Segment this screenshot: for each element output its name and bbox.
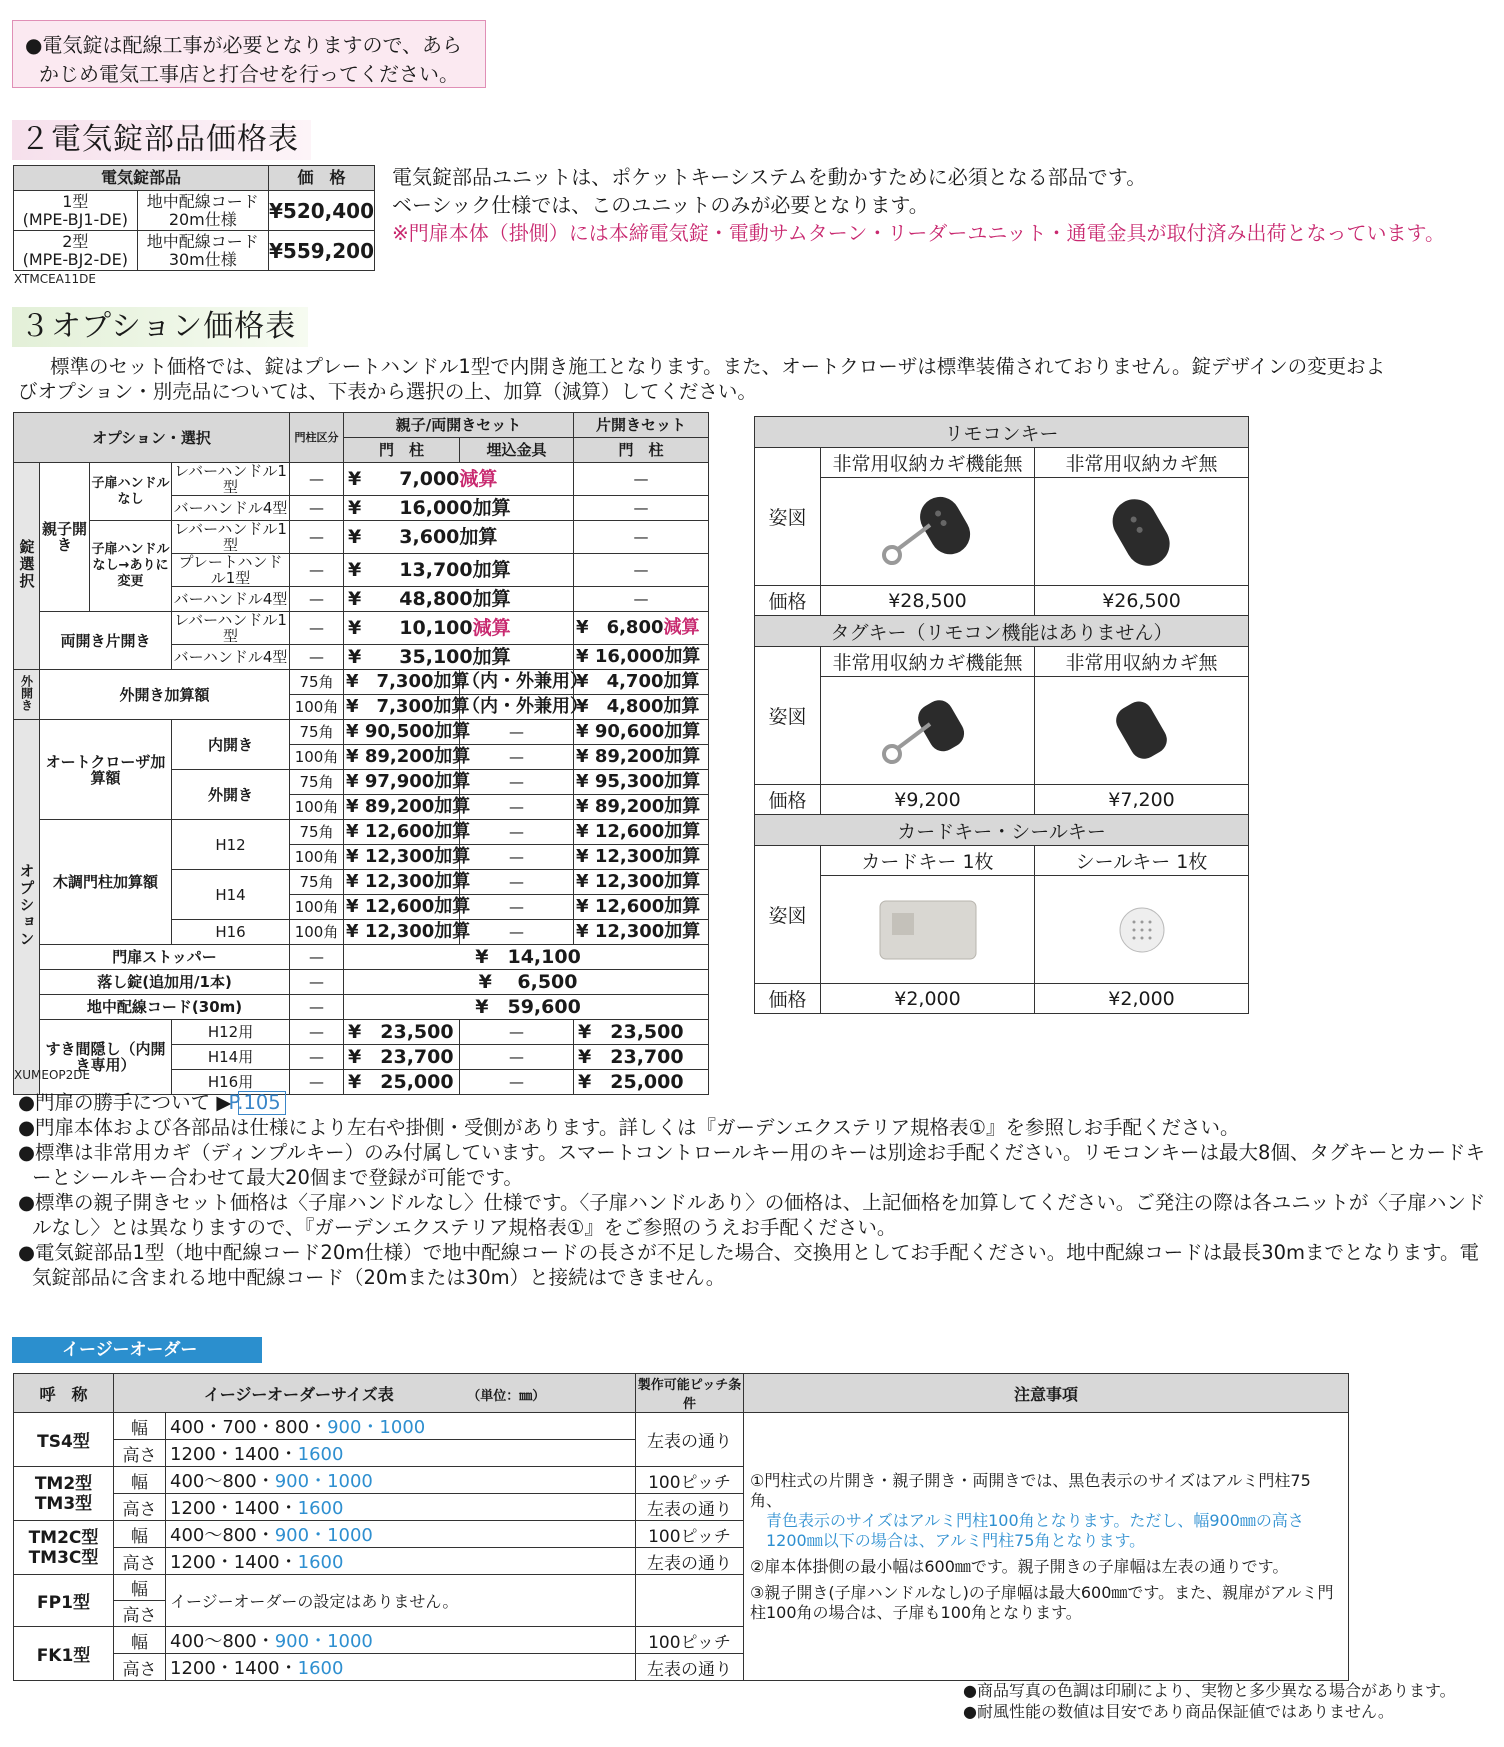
height-label: 高さ <box>114 1601 166 1627</box>
easy-note-1b: 青色表示のサイズはアルミ門柱100角となります。ただし、幅900㎜の高さ1200㎜以下の場合は、アルミ門柱75角となります。 <box>766 1510 1304 1550</box>
pillar-75: 75角 <box>290 770 344 795</box>
price-lock-3: ¥ 3,600加算 <box>344 521 574 554</box>
embed-dash: — <box>460 1045 574 1070</box>
oyako-label: 親子開き <box>40 463 90 612</box>
embed-dash: — <box>460 770 574 795</box>
easy-notes <box>744 1413 1349 1681</box>
intro-line-1: 標準のセット価格では、錠はプレートハンドル1型で内開き施工となります。また、オートクローザは標準装備されておりません。錠デザインの変更およ <box>50 355 1386 378</box>
group-out-open: 外開き <box>14 670 40 720</box>
tmc-width: 400～800・900・1000 <box>166 1521 636 1548</box>
note-5: ●電気錠部品1型（地中配線コード20m仕様）で地中配線コードの長さが不足した場合、交換用としてお手配ください。地中配線コードは最長30mまでとなります。電気錠部品に含まれる地中配線コード（20mまたは30m）と接続はできません。 <box>18 1241 1479 1289</box>
handle-lever1-c: レバーハンドル1型 <box>172 612 290 645</box>
footer-note-1: ●商品写真の色調は印刷により、実物と多少異なる場合があります。 <box>963 1681 1456 1700</box>
pillar-75: 75角 <box>290 720 344 745</box>
remote-col-a: 非常用収納カギ機能無 <box>821 448 1035 478</box>
auto-kata-3: ¥ 95,300加算 <box>574 770 709 795</box>
kata-lock-5: — <box>574 587 709 612</box>
tm-pitch-w: 100ピッチ <box>636 1467 744 1494</box>
handle-bar4-b: バーハンドル4型 <box>172 587 290 612</box>
kubun-dash: — <box>290 496 344 521</box>
notice-line-2: かじめ電気工事店と打合せを行ってください。 <box>39 62 459 86</box>
note-3: ●標準は非常用カギ（ディンプルキー）のみ付属しています。スマートコントロールキー用のキーは別途お手配ください。リモコンキーは最大8個、タグキーとカードキーとシールキー合わせて最大20個まで登録が可能です。 <box>18 1141 1485 1189</box>
embed-dash: — <box>460 845 574 870</box>
sukima-price-1: ¥ 23,500 <box>344 1020 460 1045</box>
option-price-table <box>13 412 709 1095</box>
part-cord-1: 地中配線コード 20m仕様 <box>137 191 268 231</box>
ts4-pitch: 左表の通り <box>636 1413 744 1467</box>
kubun-dash: — <box>290 645 344 670</box>
auto-inner: 内開き <box>172 720 290 770</box>
width-label: 幅 <box>114 1413 166 1440</box>
header-option: オプション・選択 <box>14 413 290 463</box>
kubun-dash: — <box>290 463 344 496</box>
kubun-dash: — <box>290 1020 344 1045</box>
section-2-title: ２電気錠部品価格表 <box>12 120 311 160</box>
sukima-h12: H12用 <box>172 1020 290 1045</box>
width-label: 幅 <box>114 1521 166 1548</box>
tag-price-a: ¥9,200 <box>821 785 1035 815</box>
card-price-b: ¥2,000 <box>1035 984 1249 1014</box>
remote-key-image <box>1035 478 1249 586</box>
card-col-a: カードキー 1枚 <box>821 846 1035 876</box>
header-pillar: 門 柱 <box>344 438 460 463</box>
desc-line-1: 電気錠部品ユニットは、ポケットキーシステムを動かすために必須となる部品です。 <box>392 165 1147 189</box>
auto-price-1: ¥ 90,500加算 <box>344 720 460 745</box>
tmc-height: 1200・1400・1600 <box>166 1548 636 1575</box>
wood-price-2: ¥ 12,300加算 <box>344 845 460 870</box>
height-label: 高さ <box>114 1654 166 1681</box>
auto-price-2: ¥ 89,200加算 <box>344 745 460 770</box>
note-4: ●標準の親子開きセット価格は〈子扉ハンドルなし〉仕様です。〈子扉ハンドルあり〉の価格は、上記価格を加算してください。ご発注の際は各ユニットが〈子扉ハンドルなし〉とは異なりますので、『ガーデンエクステリア規格表①』をご参照のうえお手配ください。 <box>18 1191 1486 1239</box>
kubun-dash: — <box>290 1045 344 1070</box>
note-2: ●門扉本体および各部品は仕様により左右や掛側・受側があります。詳しくは『ガーデンエクステリア規格表①』を参照しお手配ください。 <box>18 1116 1240 1139</box>
sukima-kata-3: ¥ 25,000 <box>574 1070 709 1095</box>
embed-dash: — <box>460 870 574 895</box>
kata-lock-2: — <box>574 496 709 521</box>
kata-lock-1: — <box>574 463 709 496</box>
card-col-b: シールキー 1枚 <box>1035 846 1249 876</box>
kubun-dash: — <box>290 612 344 645</box>
pillar-100: 100角 <box>290 845 344 870</box>
tag-price-b: ¥7,200 <box>1035 785 1249 815</box>
remote-price-b: ¥26,500 <box>1035 586 1249 616</box>
width-label: 幅 <box>114 1467 166 1494</box>
easy-header-notes: 注意事項 <box>744 1374 1349 1413</box>
wood-kata-1: ¥ 12,600加算 <box>574 820 709 845</box>
tmc-pitch-h: 左表の通り <box>636 1548 744 1575</box>
out-add-label: 外開き加算額 <box>40 670 290 720</box>
remote-key-header: リモコンキー <box>755 417 1249 448</box>
height-label: 高さ <box>114 1494 166 1521</box>
fk1-height: 1200・1400・1600 <box>166 1654 636 1681</box>
easy-order-tag: イージーオーダー <box>12 1337 262 1363</box>
figure-label: 姿図 <box>755 846 821 984</box>
section-3-title: ３オプション価格表 <box>12 307 308 347</box>
handle-lever1-b: レバーハンドル1型 <box>172 521 290 554</box>
embed-dash: — <box>460 1020 574 1045</box>
price-label: 価格 <box>755 586 821 616</box>
desc-note: ※門扉本体（掛側）には本締電気錠・電動サムターン・リーダーユニット・通電金具が取付済み出荷となっています。 <box>392 221 1445 245</box>
handle-lever1-a: レバーハンドル1型 <box>172 463 290 496</box>
ts4-height: 1200・1400・1600 <box>166 1440 636 1467</box>
remote-col-b: 非常用収納カギ無 <box>1035 448 1249 478</box>
pillar-75: 75角 <box>290 820 344 845</box>
out-price-75: ¥ 7,300加算 <box>344 670 460 695</box>
sukima-label: すき間隠し（内開き専用） <box>40 1020 172 1095</box>
model-tm: TM2型 TM3型 <box>14 1467 114 1521</box>
kata-lock-7: ¥ 16,000加算 <box>574 645 709 670</box>
pillar-75: 75角 <box>290 670 344 695</box>
lock-parts-table <box>13 165 375 271</box>
kubun-dash: — <box>290 587 344 612</box>
pillar-100: 100角 <box>290 895 344 920</box>
sukima-price-2: ¥ 23,700 <box>344 1045 460 1070</box>
wood-price-4: ¥ 12,600加算 <box>344 895 460 920</box>
kubun-dash: — <box>290 970 344 995</box>
fp1-none: イージーオーダーの設定はありません。 <box>166 1575 636 1627</box>
auto-price-4: ¥ 89,200加算 <box>344 795 460 820</box>
tag-key-image <box>1035 677 1249 785</box>
card-price-a: ¥2,000 <box>821 984 1035 1014</box>
easy-header-size: イージーオーダーサイズ表 （単位：㎜） <box>114 1374 636 1413</box>
model-tmc: TM2C型 TM3C型 <box>14 1521 114 1575</box>
wood-price-5: ¥ 12,300加算 <box>344 920 460 945</box>
figure-label: 姿図 <box>755 448 821 586</box>
height-label: 高さ <box>114 1440 166 1467</box>
wood-kata-2: ¥ 12,300加算 <box>574 845 709 870</box>
kubun-dash: — <box>290 945 344 970</box>
desc-line-2: ベーシック仕様では、このユニットのみが必要となります。 <box>392 193 929 217</box>
fk1-pitch-h: 左表の通り <box>636 1654 744 1681</box>
auto-kata-2: ¥ 89,200加算 <box>574 745 709 770</box>
embed-dash: — <box>460 895 574 920</box>
price-lock-2: ¥ 16,000加算 <box>344 496 574 521</box>
pillar-100: 100角 <box>290 795 344 820</box>
wood-h14: H14 <box>172 870 290 920</box>
fk1-width: 400～800・900・1000 <box>166 1627 636 1654</box>
header-kata-set: 片開きセット <box>574 413 709 438</box>
section-3-intro <box>18 354 1386 404</box>
keys-table <box>754 416 1249 1014</box>
tm-width: 400～800・900・1000 <box>166 1467 636 1494</box>
part-model-2: 2型 (MPE-BJ2-DE) <box>14 231 138 271</box>
kubun-dash: — <box>290 554 344 587</box>
height-label: 高さ <box>114 1548 166 1575</box>
easy-note-2: ②扉本体掛側の最小幅は600㎜です。親子開きの子扉幅は左表の通りです。 <box>750 1556 1289 1576</box>
tm-pitch-h: 左表の通り <box>636 1494 744 1521</box>
sukima-price-3: ¥ 25,000 <box>344 1070 460 1095</box>
card-key-image <box>821 876 1035 984</box>
footer-note-2: ●耐風性能の数値は目安であり商品保証値ではありません。 <box>963 1702 1394 1721</box>
model-fp1: FP1型 <box>14 1575 114 1627</box>
wood-kata-3: ¥ 12,300加算 <box>574 870 709 895</box>
kata-lock-4: — <box>574 554 709 587</box>
pillar-100: 100角 <box>290 745 344 770</box>
price-lock-5: ¥ 48,800加算 <box>344 587 574 612</box>
width-label: 幅 <box>114 1575 166 1601</box>
cord-label: 地中配線コード(30m) <box>40 995 290 1020</box>
otoshi-label: 落し錠(追加用/1本) <box>40 970 290 995</box>
handle-change-label: 子扉ハンドルなし→ありに変更 <box>90 521 172 612</box>
out-kata-100: ¥ 4,800加算 <box>574 695 709 720</box>
note-1: ●門扉の勝手について ▶ P.105 <box>18 1090 1498 1115</box>
col-header-price: 価 格 <box>268 166 374 191</box>
price-label: 価格 <box>755 984 821 1014</box>
auto-price-3: ¥ 97,900加算 <box>344 770 460 795</box>
part-price-2: ¥559,200 <box>268 231 374 271</box>
cord-price: ¥ 59,600 <box>344 995 709 1020</box>
stopper-label: 門扉ストッパー <box>40 945 290 970</box>
embed-dash: — <box>460 720 574 745</box>
model-ts4: TS4型 <box>14 1413 114 1467</box>
sukima-kata-2: ¥ 23,700 <box>574 1045 709 1070</box>
wood-h16: H16 <box>172 920 290 945</box>
inout-75: （内・外兼用） <box>460 670 574 695</box>
easy-header-pitch: 製作可能ピッチ条件 <box>636 1374 744 1413</box>
handle-bar4-c: バーハンドル4型 <box>172 645 290 670</box>
notes-list <box>18 1090 1498 1290</box>
tag-key-header: タグキー（リモコン機能はありません） <box>755 616 1249 647</box>
part-price-1: ¥520,400 <box>268 191 374 231</box>
tm-height: 1200・1400・1600 <box>166 1494 636 1521</box>
embed-dash: — <box>460 745 574 770</box>
sukima-kata-1: ¥ 23,500 <box>574 1020 709 1045</box>
pillar-100: 100角 <box>290 920 344 945</box>
out-price-100: ¥ 7,300加算 <box>344 695 460 720</box>
remote-key-with-emergency-image <box>821 478 1035 586</box>
header-pillar-kubun: 門柱区分 <box>290 413 344 463</box>
tag-key-with-emergency-image <box>821 677 1035 785</box>
kata-lock-3: — <box>574 521 709 554</box>
easy-note-1a: ①門柱式の片開き・親子開き・両開きでは、黒色表示のサイズはアルミ門柱75角、 <box>750 1470 1311 1510</box>
section-2-description <box>392 163 1445 247</box>
notice-line-1: ●電気錠は配線工事が必要となりますので、あら <box>25 33 463 57</box>
wood-kata-4: ¥ 12,600加算 <box>574 895 709 920</box>
pillar-100: 100角 <box>290 695 344 720</box>
remote-price-a: ¥28,500 <box>821 586 1035 616</box>
price-lock-4: ¥ 13,700加算 <box>344 554 574 587</box>
table-code-3: XUMEOP2DE <box>14 1068 91 1082</box>
stopper-price: ¥ 14,100 <box>344 945 709 970</box>
embed-dash: — <box>460 1070 574 1095</box>
handle-plate1: プレートハンドル1型 <box>172 554 290 587</box>
fp1-pitch <box>636 1575 744 1627</box>
intro-line-2: びオプション・別売品については、下表から選択の上、加算（減算）してください。 <box>18 380 757 403</box>
ryo-label: 両開き片開き <box>40 612 172 670</box>
auto-outer: 外開き <box>172 770 290 820</box>
auto-closer-label: オートクローザ加算額 <box>40 720 172 820</box>
otoshi-price: ¥ 6,500 <box>344 970 709 995</box>
handle-bar4-a: バーハンドル4型 <box>172 496 290 521</box>
price-label: 価格 <box>755 785 821 815</box>
header-pillar-2: 門 柱 <box>574 438 709 463</box>
embed-dash: — <box>460 820 574 845</box>
inout-100: （内・外兼用） <box>460 695 574 720</box>
width-label: 幅 <box>114 1627 166 1654</box>
pillar-75: 75角 <box>290 870 344 895</box>
kubun-dash: — <box>290 1070 344 1095</box>
part-cord-2: 地中配線コード 30m仕様 <box>137 231 268 271</box>
model-fk1: FK1型 <box>14 1627 114 1681</box>
kubun-dash: — <box>290 521 344 554</box>
wiring-notice <box>12 20 486 88</box>
wood-label: 木調門柱加算額 <box>40 820 172 945</box>
fk1-pitch-w: 100ピッチ <box>636 1627 744 1654</box>
group-option: オプション <box>14 720 40 1095</box>
kata-lock-6: ¥ 6,800減算 <box>574 612 709 645</box>
figure-label: 姿図 <box>755 647 821 785</box>
tmc-pitch-w: 100ピッチ <box>636 1521 744 1548</box>
kubun-dash: — <box>290 995 344 1020</box>
seal-key-image <box>1035 876 1249 984</box>
easy-note-3: ③親子開き(子扉ハンドルなし)の子扉幅は最大600㎜です。また、親扉がアルミ門柱100角の場合は、子扉も100角となります。 <box>750 1582 1334 1622</box>
sukima-h16: H16用 <box>172 1070 290 1095</box>
header-embed: 埋込金具 <box>460 438 574 463</box>
card-key-header: カードキー・シールキー <box>755 815 1249 846</box>
part-model-1: 1型 (MPE-BJ1-DE) <box>14 191 138 231</box>
price-lock-6: ¥ 10,100減算 <box>344 612 574 645</box>
embed-dash: — <box>460 920 574 945</box>
tag-col-a: 非常用収納カギ機能無 <box>821 647 1035 677</box>
table-code-2: XTMCEA11DE <box>14 272 96 286</box>
price-lock-1: ¥ 7,000減算 <box>344 463 574 496</box>
wood-kata-5: ¥ 12,300加算 <box>574 920 709 945</box>
header-oyako-set: 親子/両開きセット <box>344 413 574 438</box>
col-header-part: 電気錠部品 <box>14 166 269 191</box>
handle-none-label: 子扉ハンドルなし <box>90 463 172 521</box>
auto-kata-1: ¥ 90,600加算 <box>574 720 709 745</box>
easy-header-name: 呼 称 <box>14 1374 114 1413</box>
page-reference-link[interactable]: P.105 <box>238 1091 286 1115</box>
wood-price-3: ¥ 12,300加算 <box>344 870 460 895</box>
tag-col-b: 非常用収納カギ無 <box>1035 647 1249 677</box>
group-lock-select: 錠選択 <box>14 463 40 670</box>
price-lock-7: ¥ 35,100加算 <box>344 645 574 670</box>
embed-dash: — <box>460 795 574 820</box>
sukima-h14: H14用 <box>172 1045 290 1070</box>
ts4-width: 400・700・800・900・1000 <box>166 1413 636 1440</box>
out-kata-75: ¥ 4,700加算 <box>574 670 709 695</box>
auto-kata-4: ¥ 89,200加算 <box>574 795 709 820</box>
wood-h12: H12 <box>172 820 290 870</box>
footer-notes <box>963 1680 1456 1722</box>
easy-order-table <box>13 1373 1349 1681</box>
wood-price-1: ¥ 12,600加算 <box>344 820 460 845</box>
